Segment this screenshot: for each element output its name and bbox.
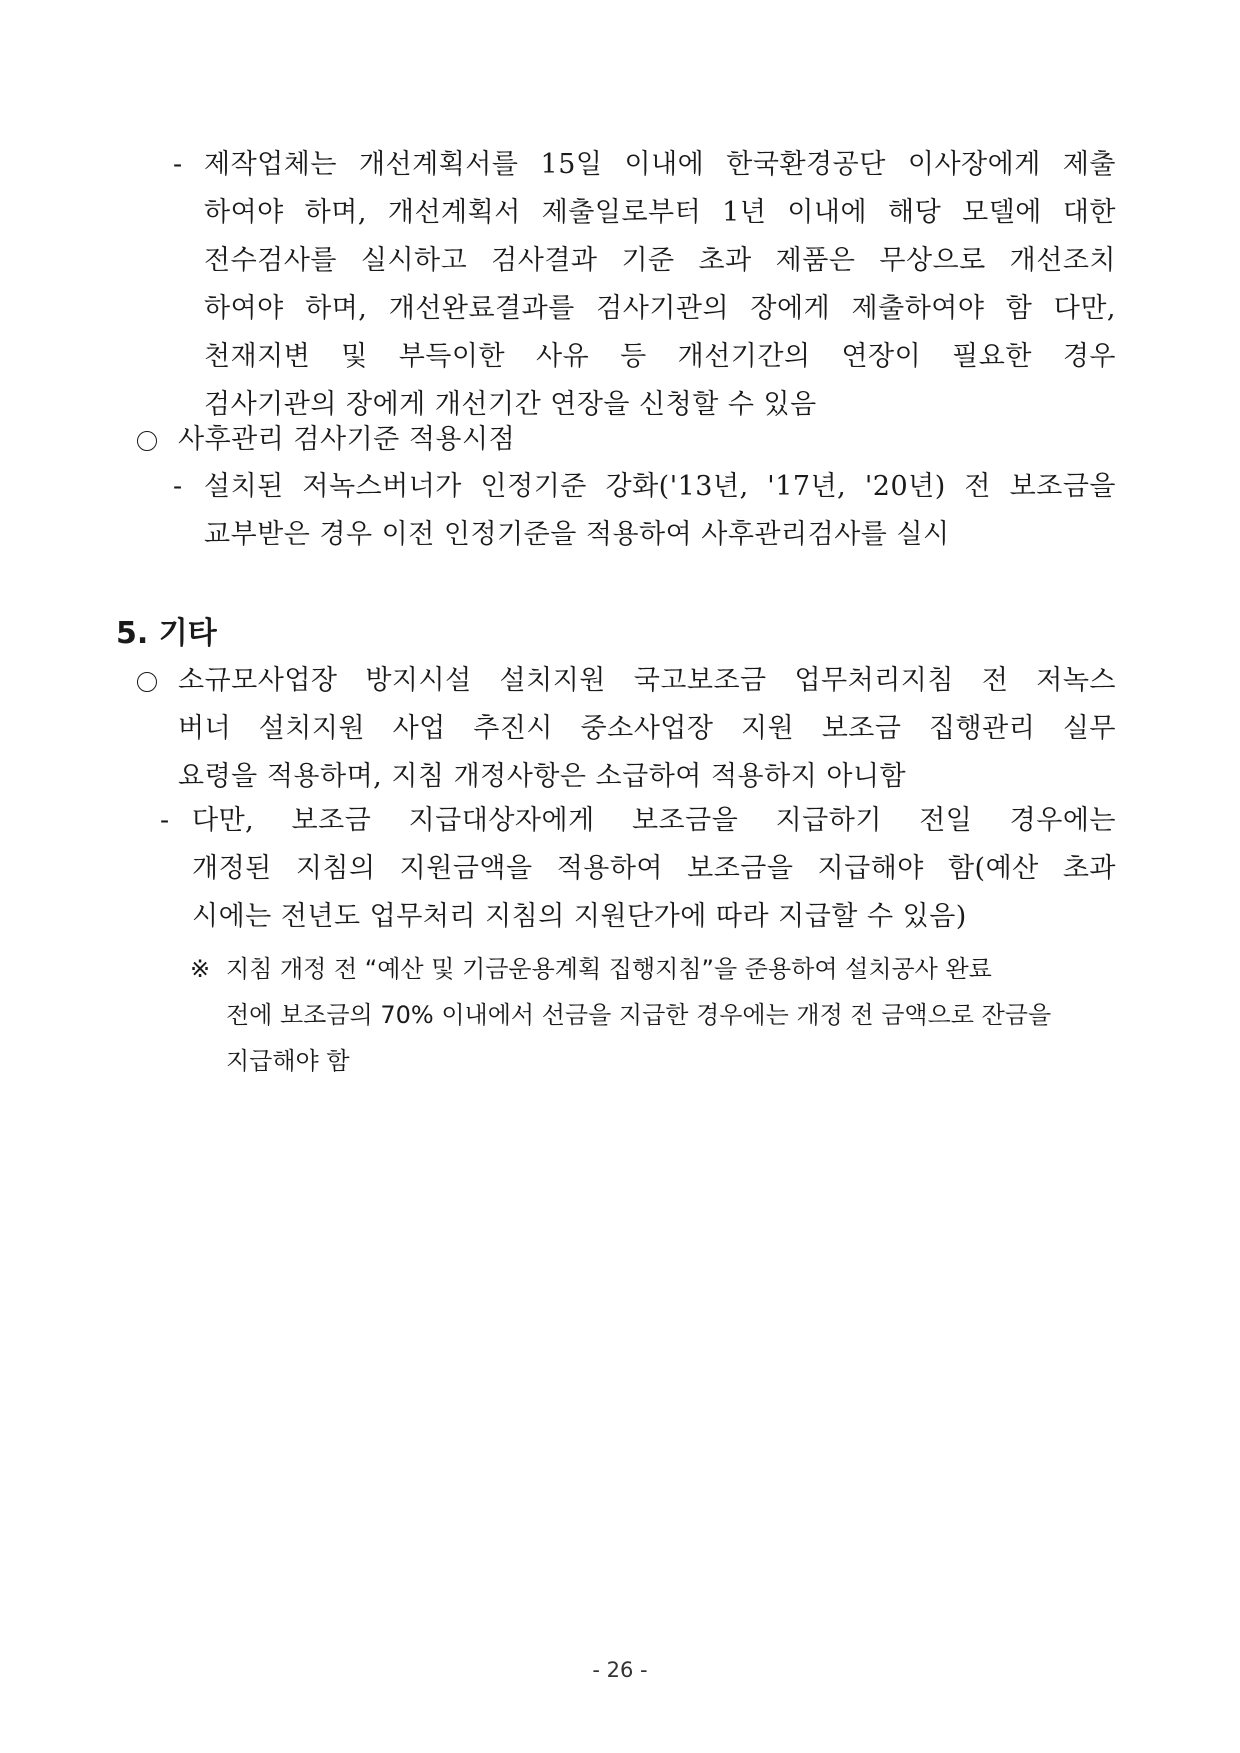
paragraph-line: 하여야 하며, 개선완료결과를 검사기관의 장에게 제출하여야 함 다만,	[204, 293, 1116, 324]
paragraph-line: 요령을 적용하며, 지침 개정사항은 소급하여 적용하지 아니함	[178, 761, 907, 792]
note-line: 전에 보조금의 70% 이내에서 선금을 지급한 경우에는 개정 전 금액으로 잔금을	[226, 1001, 1052, 1029]
paragraph-line: 전수검사를 실시하고 검사결과 기준 초과 제품은 무상으로 개선조치	[204, 245, 1116, 276]
circle-bullet-icon	[137, 672, 157, 692]
note-line: 지침 개정 전 “예산 및 기금운용계획 집행지침”을 준용하여 설치공사 완료	[226, 955, 992, 983]
note-paragraph	[226, 946, 1116, 1084]
note-mark: ※	[190, 955, 211, 983]
paragraph-line: 개정된 지침의 지원금액을 적용하여 보조금을 지급해야 함(예산 초과	[192, 853, 1116, 884]
paragraph-line: 다만, 보조금 지급대상자에게 보조금을 지급하기 전일 경우에는	[192, 805, 1116, 836]
paragraph-line: 천재지변 및 부득이한 사유 등 개선기간의 연장이 필요한 경우	[204, 341, 1116, 372]
paragraph-line: 검사기관의 장에게 개선기간 연장을 신청할 수 있음	[204, 389, 817, 420]
circle-bullet-icon	[137, 431, 157, 451]
aftercare-dash: -	[173, 471, 183, 502]
sub-item-dash: -	[160, 805, 170, 836]
section5-sub-paragraph	[192, 797, 1116, 941]
paragraph-line: 하여야 하며, 개선계획서 제출일로부터 1년 이내에 해당 모델에 대한	[204, 197, 1116, 228]
note-line: 지급해야 함	[226, 1047, 350, 1075]
section5-item-paragraph	[178, 657, 1116, 801]
paragraph-line: 교부받은 경우 이전 인정기준을 적용하여 사후관리검사를 실시	[204, 519, 950, 550]
paragraph-line: 설치된 저녹스버너가 인정기준 강화('13년, '17년, '20년) 전 보조금을	[204, 471, 1116, 502]
aftercare-paragraph	[204, 463, 1116, 559]
section-heading: 5. 기타	[116, 616, 217, 651]
page-number: - 26 -	[592, 1658, 648, 1682]
paragraph-line: 소규모사업장 방지시설 설치지원 국고보조금 업무처리지침 전 저녹스	[178, 665, 1116, 696]
paragraph-line: 제작업체는 개선계획서를 15일 이내에 한국환경공단 이사장에게 제출	[204, 149, 1116, 180]
submission-paragraph	[204, 141, 1116, 429]
aftercare-title: 사후관리 검사기준 적용시점	[178, 424, 516, 455]
submission-dash: -	[173, 149, 183, 180]
paragraph-line: 시에는 전년도 업무처리 지침의 지원단가에 따라 지급할 수 있음)	[192, 901, 967, 932]
paragraph-line: 버너 설치지원 사업 추진시 중소사업장 지원 보조금 집행관리 실무	[178, 713, 1116, 744]
